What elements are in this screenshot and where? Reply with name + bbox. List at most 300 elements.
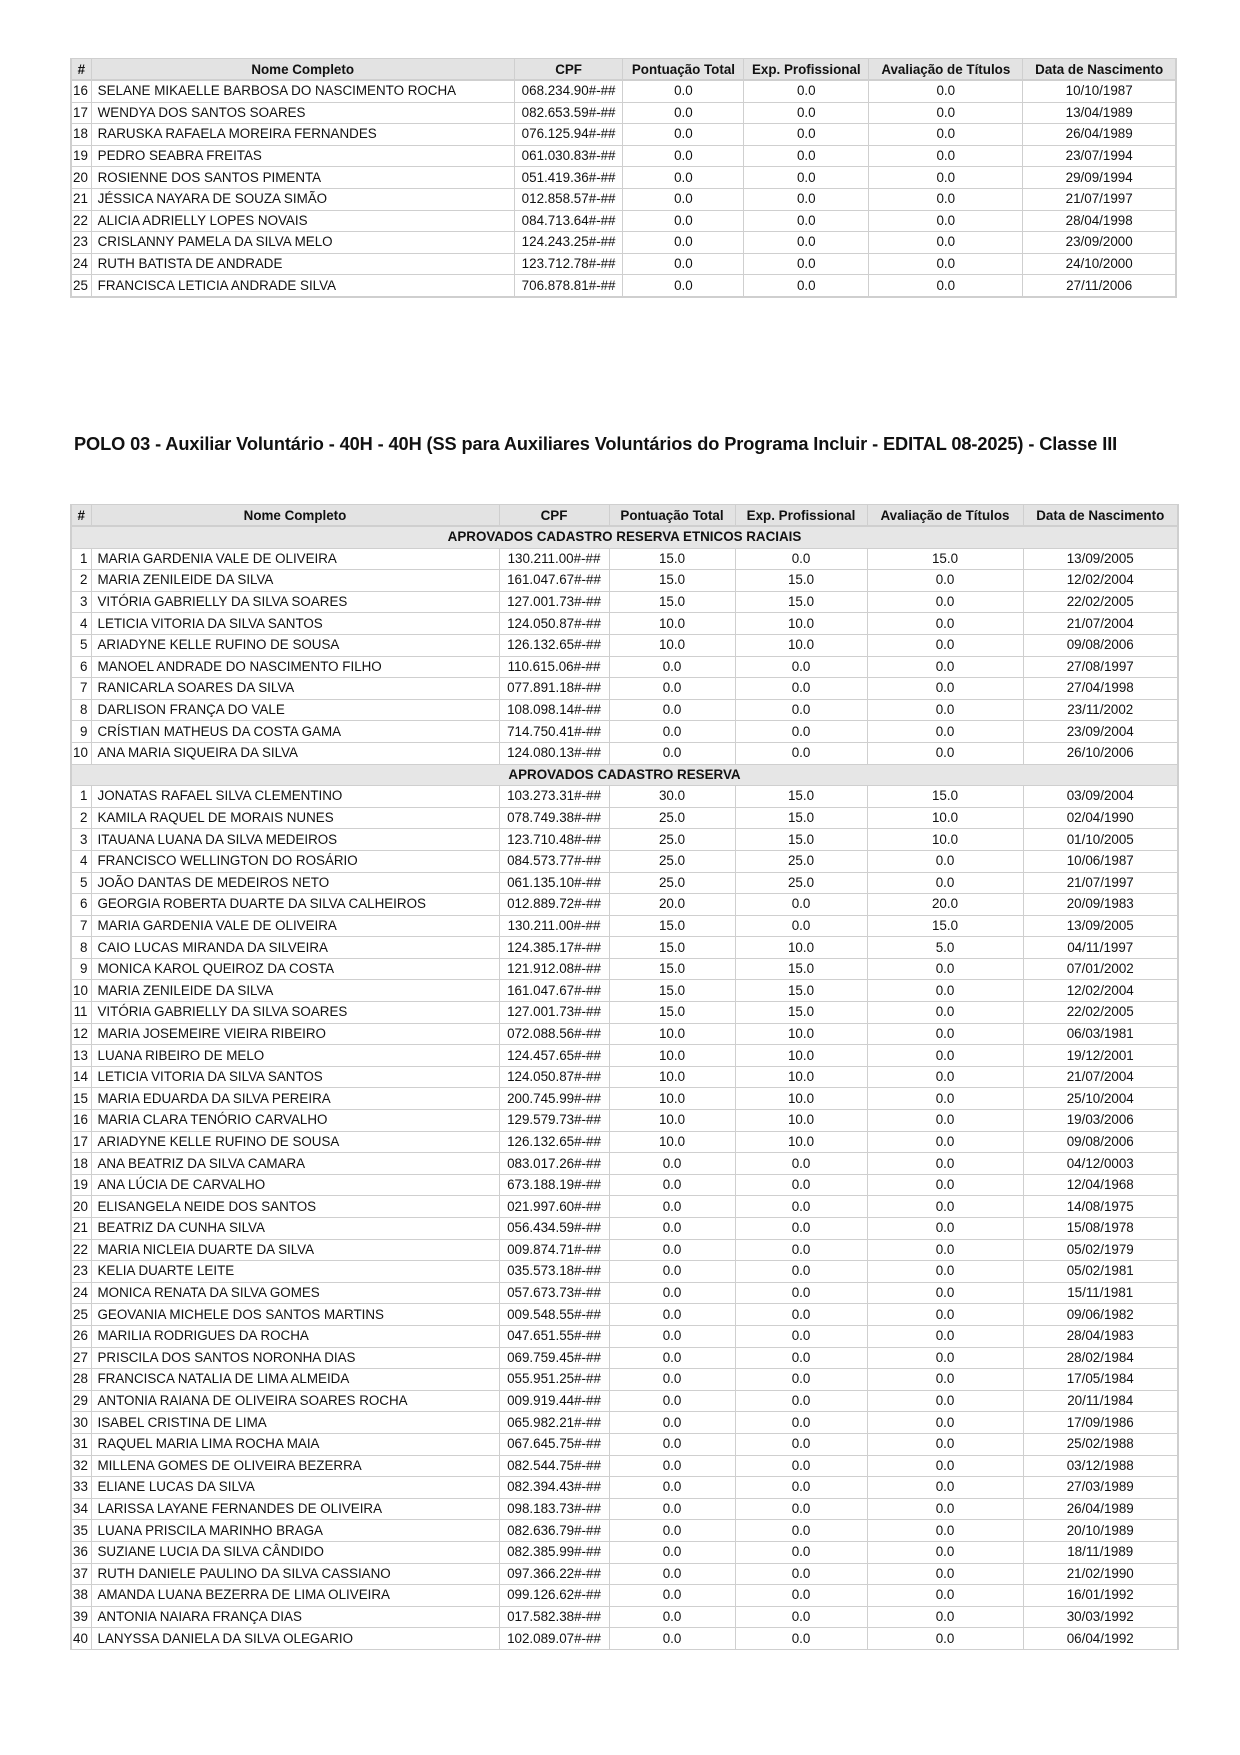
row-cpf: 009.919.44#-## bbox=[499, 1390, 609, 1412]
row-titles-eval: 0.0 bbox=[867, 570, 1023, 592]
row-name: PEDRO SEABRA FREITAS bbox=[91, 145, 514, 167]
row-total-score: 0.0 bbox=[623, 145, 744, 167]
row-index: 10 bbox=[71, 742, 91, 764]
row-name: FRANCISCO WELLINGTON DO ROSÁRIO bbox=[91, 850, 499, 872]
row-index: 26 bbox=[71, 1325, 91, 1347]
row-cpf: 129.579.73#-## bbox=[499, 1110, 609, 1132]
row-titles-eval: 0.0 bbox=[867, 872, 1023, 894]
row-titles-eval: 0.0 bbox=[867, 656, 1023, 678]
row-total-score: 0.0 bbox=[609, 1585, 735, 1607]
row-titles-eval: 0.0 bbox=[867, 1347, 1023, 1369]
row-cpf: 714.750.41#-## bbox=[499, 721, 609, 743]
row-professional-exp: 0.0 bbox=[744, 80, 869, 102]
row-total-score: 15.0 bbox=[609, 980, 735, 1002]
row-cpf: 099.126.62#-## bbox=[499, 1585, 609, 1607]
table-row bbox=[71, 1153, 1178, 1175]
table-row bbox=[71, 548, 1178, 570]
table-row bbox=[71, 980, 1178, 1002]
table-row bbox=[71, 1585, 1178, 1607]
row-birth-date: 09/06/1982 bbox=[1023, 1304, 1178, 1326]
row-cpf: 673.188.19#-## bbox=[499, 1174, 609, 1196]
row-total-score: 0.0 bbox=[623, 167, 744, 189]
row-titles-eval: 0.0 bbox=[867, 1606, 1023, 1628]
row-name: MARIA CLARA TENÓRIO CARVALHO bbox=[91, 1110, 499, 1132]
row-birth-date: 26/04/1989 bbox=[1023, 1498, 1178, 1520]
row-total-score: 0.0 bbox=[623, 275, 744, 297]
row-cpf: 069.759.45#-## bbox=[499, 1347, 609, 1369]
row-total-score: 0.0 bbox=[609, 1218, 735, 1240]
row-total-score: 10.0 bbox=[609, 1131, 735, 1153]
row-birth-date: 18/11/1989 bbox=[1023, 1541, 1178, 1563]
row-total-score: 10.0 bbox=[609, 634, 735, 656]
row-professional-exp: 15.0 bbox=[735, 807, 867, 829]
row-index: 13 bbox=[71, 1045, 91, 1067]
row-cpf: 161.047.67#-## bbox=[499, 980, 609, 1002]
row-total-score: 0.0 bbox=[609, 1477, 735, 1499]
table-row bbox=[71, 872, 1178, 894]
row-cpf: 084.713.64#-## bbox=[514, 210, 623, 232]
row-total-score: 0.0 bbox=[623, 253, 744, 275]
row-cpf: 084.573.77#-## bbox=[499, 850, 609, 872]
row-index: 38 bbox=[71, 1585, 91, 1607]
row-total-score: 15.0 bbox=[609, 937, 735, 959]
row-cpf: 055.951.25#-## bbox=[499, 1369, 609, 1391]
row-index: 17 bbox=[71, 102, 91, 124]
row-titles-eval: 0.0 bbox=[867, 742, 1023, 764]
row-total-score: 25.0 bbox=[609, 850, 735, 872]
row-birth-date: 16/01/1992 bbox=[1023, 1585, 1178, 1607]
row-professional-exp: 0.0 bbox=[735, 656, 867, 678]
row-index: 22 bbox=[71, 1239, 91, 1261]
row-index: 20 bbox=[71, 167, 91, 189]
row-titles-eval: 0.0 bbox=[867, 1088, 1023, 1110]
row-total-score: 0.0 bbox=[623, 232, 744, 254]
row-professional-exp: 0.0 bbox=[735, 678, 867, 700]
row-titles-eval: 0.0 bbox=[867, 1541, 1023, 1563]
row-name: LETICIA VITORIA DA SILVA SANTOS bbox=[91, 1066, 499, 1088]
row-professional-exp: 10.0 bbox=[735, 1088, 867, 1110]
row-total-score: 15.0 bbox=[609, 915, 735, 937]
row-index: 6 bbox=[71, 894, 91, 916]
row-name: CAIO LUCAS MIRANDA DA SILVEIRA bbox=[91, 937, 499, 959]
row-titles-eval: 0.0 bbox=[867, 1325, 1023, 1347]
row-total-score: 20.0 bbox=[609, 894, 735, 916]
row-titles-eval: 0.0 bbox=[867, 1002, 1023, 1024]
table-row bbox=[71, 1045, 1178, 1067]
row-name: MARIA ZENILEIDE DA SILVA bbox=[91, 980, 499, 1002]
table-row bbox=[71, 721, 1178, 743]
row-professional-exp: 10.0 bbox=[735, 613, 867, 635]
col-header-index: # bbox=[71, 505, 91, 527]
row-index: 19 bbox=[71, 145, 91, 167]
row-total-score: 10.0 bbox=[609, 1045, 735, 1067]
row-name: ROSIENNE DOS SANTOS PIMENTA bbox=[91, 167, 514, 189]
row-name: MARIA NICLEIA DUARTE DA SILVA bbox=[91, 1239, 499, 1261]
row-cpf: 200.745.99#-## bbox=[499, 1088, 609, 1110]
row-professional-exp: 0.0 bbox=[735, 1369, 867, 1391]
col-header-titles-eval: Avaliação de Títulos bbox=[869, 59, 1023, 81]
table-row bbox=[71, 1347, 1178, 1369]
table-row bbox=[71, 937, 1178, 959]
row-titles-eval: 5.0 bbox=[867, 937, 1023, 959]
row-birth-date: 22/02/2005 bbox=[1023, 1002, 1178, 1024]
row-cpf: 009.548.55#-## bbox=[499, 1304, 609, 1326]
row-index: 18 bbox=[71, 1153, 91, 1175]
table-row bbox=[71, 1002, 1178, 1024]
row-name: ELIANE LUCAS DA SILVA bbox=[91, 1477, 499, 1499]
row-cpf: 061.135.10#-## bbox=[499, 872, 609, 894]
row-index: 21 bbox=[71, 188, 91, 210]
col-header-name: Nome Completo bbox=[91, 59, 514, 81]
row-titles-eval: 0.0 bbox=[869, 188, 1023, 210]
table-row bbox=[71, 1606, 1178, 1628]
row-index: 10 bbox=[71, 980, 91, 1002]
row-name: BEATRIZ DA CUNHA SILVA bbox=[91, 1218, 499, 1240]
row-birth-date: 21/07/2004 bbox=[1023, 613, 1178, 635]
row-birth-date: 27/08/1997 bbox=[1023, 656, 1178, 678]
row-professional-exp: 0.0 bbox=[735, 1433, 867, 1455]
row-birth-date: 23/09/2004 bbox=[1023, 721, 1178, 743]
row-index: 28 bbox=[71, 1369, 91, 1391]
row-professional-exp: 0.0 bbox=[735, 1412, 867, 1434]
row-titles-eval: 0.0 bbox=[869, 124, 1023, 146]
row-birth-date: 13/04/1989 bbox=[1023, 102, 1176, 124]
row-cpf: 082.544.75#-## bbox=[499, 1455, 609, 1477]
table-row bbox=[71, 1541, 1178, 1563]
row-total-score: 0.0 bbox=[609, 1628, 735, 1650]
row-cpf: 078.749.38#-## bbox=[499, 807, 609, 829]
table-row bbox=[71, 1412, 1178, 1434]
row-name: RUTH BATISTA DE ANDRADE bbox=[91, 253, 514, 275]
row-birth-date: 20/10/1989 bbox=[1023, 1520, 1178, 1542]
row-birth-date: 21/02/1990 bbox=[1023, 1563, 1178, 1585]
row-index: 31 bbox=[71, 1433, 91, 1455]
row-name: MARIA GARDENIA VALE DE OLIVEIRA bbox=[91, 548, 499, 570]
row-cpf: 035.573.18#-## bbox=[499, 1261, 609, 1283]
row-index: 23 bbox=[71, 232, 91, 254]
row-birth-date: 04/11/1997 bbox=[1023, 937, 1178, 959]
row-titles-eval: 0.0 bbox=[867, 1196, 1023, 1218]
table-row bbox=[71, 1304, 1178, 1326]
row-cpf: 056.434.59#-## bbox=[499, 1218, 609, 1240]
row-birth-date: 28/04/1998 bbox=[1023, 210, 1176, 232]
row-index: 4 bbox=[71, 613, 91, 635]
row-birth-date: 23/09/2000 bbox=[1023, 232, 1176, 254]
table-row bbox=[71, 1066, 1178, 1088]
row-total-score: 0.0 bbox=[609, 721, 735, 743]
table-header-row bbox=[71, 59, 1176, 81]
row-professional-exp: 10.0 bbox=[735, 1045, 867, 1067]
row-total-score: 0.0 bbox=[609, 1520, 735, 1542]
table-row bbox=[71, 742, 1178, 764]
row-cpf: 161.047.67#-## bbox=[499, 570, 609, 592]
row-index: 15 bbox=[71, 1088, 91, 1110]
row-name: LUANA PRISCILA MARINHO BRAGA bbox=[91, 1520, 499, 1542]
row-titles-eval: 0.0 bbox=[867, 1218, 1023, 1240]
row-index: 30 bbox=[71, 1412, 91, 1434]
row-titles-eval: 0.0 bbox=[869, 210, 1023, 232]
row-titles-eval: 15.0 bbox=[867, 915, 1023, 937]
row-birth-date: 05/02/1979 bbox=[1023, 1239, 1178, 1261]
row-professional-exp: 0.0 bbox=[735, 1347, 867, 1369]
row-name: ITAUANA LUANA DA SILVA MEDEIROS bbox=[91, 829, 499, 851]
row-total-score: 15.0 bbox=[609, 570, 735, 592]
row-birth-date: 15/08/1978 bbox=[1023, 1218, 1178, 1240]
row-birth-date: 21/07/2004 bbox=[1023, 1066, 1178, 1088]
table-row bbox=[71, 591, 1178, 613]
row-index: 9 bbox=[71, 958, 91, 980]
row-name: CRÍSTIAN MATHEUS DA COSTA GAMA bbox=[91, 721, 499, 743]
row-index: 8 bbox=[71, 699, 91, 721]
row-titles-eval: 10.0 bbox=[867, 807, 1023, 829]
row-cpf: 012.889.72#-## bbox=[499, 894, 609, 916]
row-index: 16 bbox=[71, 80, 91, 102]
row-index: 27 bbox=[71, 1347, 91, 1369]
row-index: 20 bbox=[71, 1196, 91, 1218]
row-total-score: 25.0 bbox=[609, 829, 735, 851]
row-titles-eval: 0.0 bbox=[867, 850, 1023, 872]
row-professional-exp: 0.0 bbox=[735, 721, 867, 743]
row-birth-date: 07/01/2002 bbox=[1023, 958, 1178, 980]
row-cpf: 108.098.14#-## bbox=[499, 699, 609, 721]
row-birth-date: 04/12/0003 bbox=[1023, 1153, 1178, 1175]
row-name: LUANA RIBEIRO DE MELO bbox=[91, 1045, 499, 1067]
row-cpf: 126.132.65#-## bbox=[499, 634, 609, 656]
row-index: 21 bbox=[71, 1218, 91, 1240]
table-row bbox=[71, 807, 1178, 829]
row-birth-date: 10/10/1987 bbox=[1023, 80, 1176, 102]
row-total-score: 15.0 bbox=[609, 591, 735, 613]
row-name: SELANE MIKAELLE BARBOSA DO NASCIMENTO ROCHA bbox=[91, 80, 514, 102]
table-row bbox=[71, 253, 1176, 275]
row-name: FRANCISCA NATALIA DE LIMA ALMEIDA bbox=[91, 1369, 499, 1391]
row-professional-exp: 0.0 bbox=[735, 1628, 867, 1650]
row-professional-exp: 0.0 bbox=[735, 1239, 867, 1261]
row-total-score: 0.0 bbox=[623, 102, 744, 124]
row-titles-eval: 0.0 bbox=[869, 102, 1023, 124]
table-row bbox=[71, 1131, 1178, 1153]
row-titles-eval: 0.0 bbox=[867, 1585, 1023, 1607]
row-professional-exp: 0.0 bbox=[744, 124, 869, 146]
row-titles-eval: 0.0 bbox=[867, 1131, 1023, 1153]
row-name: LETICIA VITORIA DA SILVA SANTOS bbox=[91, 613, 499, 635]
row-titles-eval: 0.0 bbox=[867, 1563, 1023, 1585]
row-total-score: 0.0 bbox=[623, 188, 744, 210]
row-total-score: 15.0 bbox=[609, 958, 735, 980]
row-total-score: 30.0 bbox=[609, 786, 735, 808]
row-titles-eval: 0.0 bbox=[867, 1045, 1023, 1067]
row-name: ISABEL CRISTINA DE LIMA bbox=[91, 1412, 499, 1434]
table-row bbox=[71, 80, 1176, 102]
row-total-score: 0.0 bbox=[623, 210, 744, 232]
col-header-professional-exp: Exp. Profissional bbox=[735, 505, 867, 527]
row-name: ANA LÚCIA DE CARVALHO bbox=[91, 1174, 499, 1196]
row-titles-eval: 0.0 bbox=[869, 275, 1023, 297]
table-row bbox=[71, 656, 1178, 678]
table-body bbox=[71, 80, 1176, 297]
row-name: VITÓRIA GABRIELLY DA SILVA SOARES bbox=[91, 1002, 499, 1024]
row-titles-eval: 0.0 bbox=[869, 80, 1023, 102]
row-index: 2 bbox=[71, 570, 91, 592]
table-row bbox=[71, 1628, 1178, 1650]
row-name: ANA BEATRIZ DA SILVA CAMARA bbox=[91, 1153, 499, 1175]
col-header-total-score: Pontuação Total bbox=[609, 505, 735, 527]
row-cpf: 051.419.36#-## bbox=[514, 167, 623, 189]
table-row bbox=[71, 275, 1176, 297]
row-cpf: 130.211.00#-## bbox=[499, 915, 609, 937]
row-professional-exp: 0.0 bbox=[744, 188, 869, 210]
row-birth-date: 19/03/2006 bbox=[1023, 1110, 1178, 1132]
row-cpf: 012.858.57#-## bbox=[514, 188, 623, 210]
row-titles-eval: 0.0 bbox=[869, 253, 1023, 275]
row-cpf: 102.089.07#-## bbox=[499, 1628, 609, 1650]
row-cpf: 077.891.18#-## bbox=[499, 678, 609, 700]
row-index: 22 bbox=[71, 210, 91, 232]
row-index: 8 bbox=[71, 937, 91, 959]
row-name: ANTONIA NAIARA FRANÇA DIAS bbox=[91, 1606, 499, 1628]
row-name: DARLISON FRANÇA DO VALE bbox=[91, 699, 499, 721]
row-name: SUZIANE LUCIA DA SILVA CÂNDIDO bbox=[91, 1541, 499, 1563]
row-name: ANTONIA RAIANA DE OLIVEIRA SOARES ROCHA bbox=[91, 1390, 499, 1412]
row-cpf: 067.645.75#-## bbox=[499, 1433, 609, 1455]
table-row bbox=[71, 1282, 1178, 1304]
row-index: 3 bbox=[71, 591, 91, 613]
table-row bbox=[71, 1325, 1178, 1347]
row-titles-eval: 0.0 bbox=[867, 591, 1023, 613]
row-titles-eval: 0.0 bbox=[869, 167, 1023, 189]
row-index: 37 bbox=[71, 1563, 91, 1585]
row-name: MONICA KAROL QUEIROZ DA COSTA bbox=[91, 958, 499, 980]
table-row bbox=[71, 1174, 1178, 1196]
row-index: 19 bbox=[71, 1174, 91, 1196]
row-birth-date: 20/11/1984 bbox=[1023, 1390, 1178, 1412]
row-titles-eval: 0.0 bbox=[867, 678, 1023, 700]
row-name: ARIADYNE KELLE RUFINO DE SOUSA bbox=[91, 634, 499, 656]
row-name: JÉSSICA NAYARA DE SOUZA SIMÃO bbox=[91, 188, 514, 210]
table-row bbox=[71, 958, 1178, 980]
row-cpf: 068.234.90#-## bbox=[514, 80, 623, 102]
row-cpf: 047.651.55#-## bbox=[499, 1325, 609, 1347]
row-name: PRISCILA DOS SANTOS NORONHA DIAS bbox=[91, 1347, 499, 1369]
row-index: 14 bbox=[71, 1066, 91, 1088]
row-professional-exp: 0.0 bbox=[744, 167, 869, 189]
row-cpf: 126.132.65#-## bbox=[499, 1131, 609, 1153]
row-index: 34 bbox=[71, 1498, 91, 1520]
row-index: 39 bbox=[71, 1606, 91, 1628]
row-total-score: 10.0 bbox=[609, 1110, 735, 1132]
row-professional-exp: 10.0 bbox=[735, 1131, 867, 1153]
row-professional-exp: 25.0 bbox=[735, 850, 867, 872]
row-titles-eval: 0.0 bbox=[867, 1066, 1023, 1088]
row-total-score: 10.0 bbox=[609, 1066, 735, 1088]
row-index: 32 bbox=[71, 1455, 91, 1477]
row-titles-eval: 0.0 bbox=[867, 1023, 1023, 1045]
row-birth-date: 17/09/1986 bbox=[1023, 1412, 1178, 1434]
row-cpf: 123.712.78#-## bbox=[514, 253, 623, 275]
table-row bbox=[71, 188, 1176, 210]
row-professional-exp: 0.0 bbox=[735, 1261, 867, 1283]
row-birth-date: 27/11/2006 bbox=[1023, 275, 1176, 297]
row-index: 17 bbox=[71, 1131, 91, 1153]
row-professional-exp: 10.0 bbox=[735, 1066, 867, 1088]
table-row bbox=[71, 1455, 1178, 1477]
table-row bbox=[71, 570, 1178, 592]
row-name: MARILIA RODRIGUES DA ROCHA bbox=[91, 1325, 499, 1347]
row-cpf: 076.125.94#-## bbox=[514, 124, 623, 146]
table-row bbox=[71, 1369, 1178, 1391]
row-cpf: 127.001.73#-## bbox=[499, 591, 609, 613]
row-name: GEORGIA ROBERTA DUARTE DA SILVA CALHEIROS bbox=[91, 894, 499, 916]
row-cpf: 082.385.99#-## bbox=[499, 1541, 609, 1563]
table-row bbox=[71, 613, 1178, 635]
row-cpf: 057.673.73#-## bbox=[499, 1282, 609, 1304]
row-titles-eval: 0.0 bbox=[867, 1390, 1023, 1412]
row-cpf: 124.243.25#-## bbox=[514, 232, 623, 254]
row-titles-eval: 0.0 bbox=[867, 1498, 1023, 1520]
row-birth-date: 13/09/2005 bbox=[1023, 548, 1178, 570]
row-total-score: 10.0 bbox=[609, 613, 735, 635]
row-birth-date: 10/06/1987 bbox=[1023, 850, 1178, 872]
row-birth-date: 13/09/2005 bbox=[1023, 915, 1178, 937]
row-cpf: 123.710.48#-## bbox=[499, 829, 609, 851]
row-professional-exp: 0.0 bbox=[735, 1563, 867, 1585]
row-professional-exp: 0.0 bbox=[735, 1498, 867, 1520]
row-birth-date: 30/03/1992 bbox=[1023, 1606, 1178, 1628]
row-total-score: 25.0 bbox=[609, 807, 735, 829]
row-professional-exp: 0.0 bbox=[735, 1304, 867, 1326]
row-name: RUTH DANIELE PAULINO DA SILVA CASSIANO bbox=[91, 1563, 499, 1585]
row-total-score: 0.0 bbox=[609, 1412, 735, 1434]
col-header-birth-date: Data de Nascimento bbox=[1023, 505, 1178, 527]
table-row bbox=[71, 850, 1178, 872]
row-total-score: 0.0 bbox=[609, 1369, 735, 1391]
row-cpf: 097.366.22#-## bbox=[499, 1563, 609, 1585]
section-title: POLO 03 - Auxiliar Voluntário - 40H - 40H (SS para Auxiliares Voluntários do Programa Incluir - EDITAL 08-2025) - Classe III bbox=[74, 434, 1118, 454]
table-header-row bbox=[71, 505, 1178, 527]
row-professional-exp: 0.0 bbox=[735, 548, 867, 570]
row-birth-date: 17/05/1984 bbox=[1023, 1369, 1178, 1391]
row-cpf: 082.394.43#-## bbox=[499, 1477, 609, 1499]
row-cpf: 110.615.06#-## bbox=[499, 656, 609, 678]
row-index: 25 bbox=[71, 1304, 91, 1326]
row-cpf: 130.211.00#-## bbox=[499, 548, 609, 570]
row-birth-date: 25/10/2004 bbox=[1023, 1088, 1178, 1110]
row-total-score: 0.0 bbox=[623, 124, 744, 146]
row-professional-exp: 25.0 bbox=[735, 872, 867, 894]
row-titles-eval: 0.0 bbox=[867, 613, 1023, 635]
col-header-cpf: CPF bbox=[514, 59, 623, 81]
row-professional-exp: 0.0 bbox=[735, 1282, 867, 1304]
row-titles-eval: 10.0 bbox=[867, 829, 1023, 851]
row-name: GEOVANIA MICHELE DOS SANTOS MARTINS bbox=[91, 1304, 499, 1326]
row-name: RANICARLA SOARES DA SILVA bbox=[91, 678, 499, 700]
row-birth-date: 09/08/2006 bbox=[1023, 634, 1178, 656]
row-titles-eval: 0.0 bbox=[867, 1369, 1023, 1391]
row-titles-eval: 0.0 bbox=[867, 1261, 1023, 1283]
table-row bbox=[71, 1433, 1178, 1455]
row-professional-exp: 0.0 bbox=[735, 1477, 867, 1499]
row-cpf: 124.457.65#-## bbox=[499, 1045, 609, 1067]
row-cpf: 082.636.79#-## bbox=[499, 1520, 609, 1542]
row-index: 2 bbox=[71, 807, 91, 829]
row-index: 18 bbox=[71, 124, 91, 146]
row-cpf: 124.050.87#-## bbox=[499, 1066, 609, 1088]
table-row bbox=[71, 145, 1176, 167]
table-row bbox=[71, 699, 1178, 721]
row-total-score: 0.0 bbox=[609, 678, 735, 700]
row-titles-eval: 20.0 bbox=[867, 894, 1023, 916]
group-label: APROVADOS CADASTRO RESERVA bbox=[71, 764, 1178, 786]
